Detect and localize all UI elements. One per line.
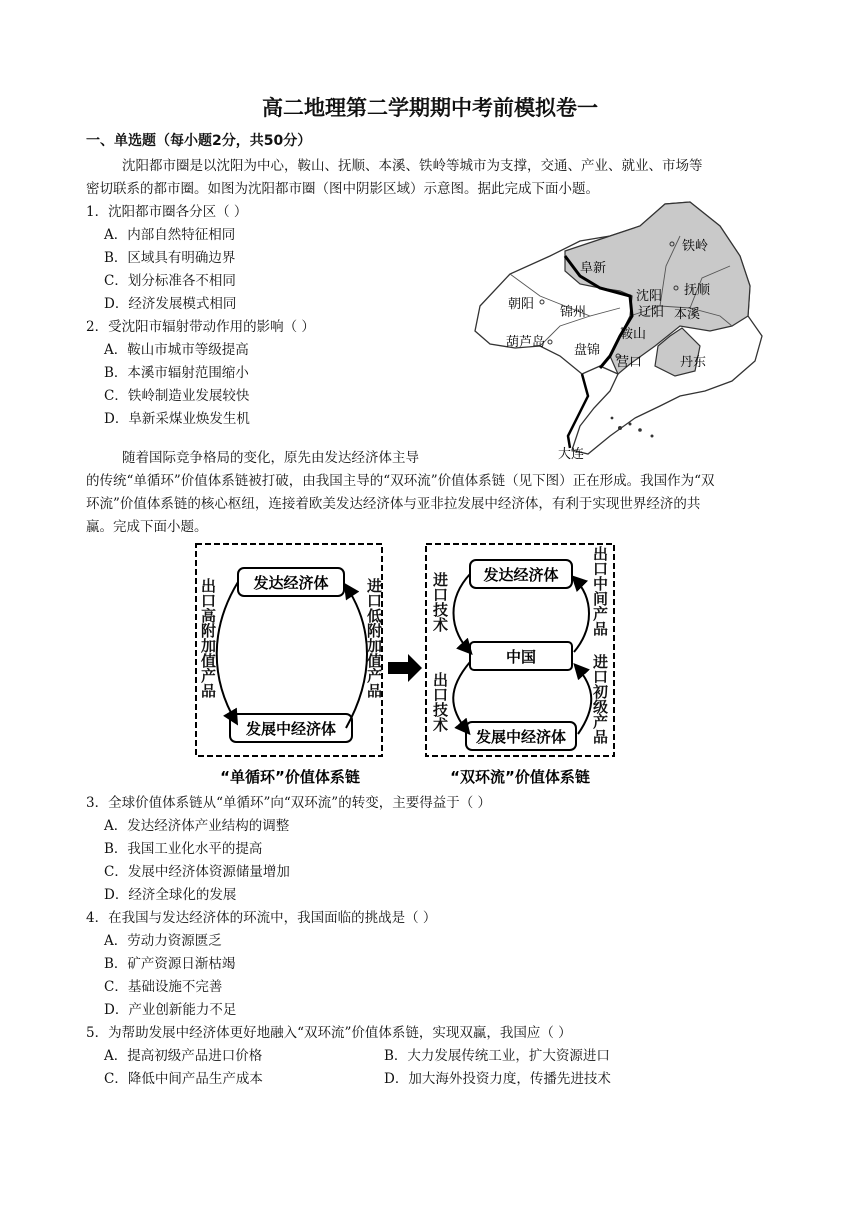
caption-single-cycle: “单循环”价值体系链 <box>220 768 360 786</box>
left-import-label: 进口低附加值产品 <box>365 578 383 698</box>
shenyang-map <box>470 196 770 466</box>
q4-option-a[interactable]: A．劳动力资源匮乏 <box>104 933 222 949</box>
q1-option-d[interactable]: D．经济发展模式相同 <box>104 296 237 312</box>
map-city-benxi: 本溪 <box>674 307 701 322</box>
map-city-shenyang: 沈阳 <box>636 289 663 304</box>
q4-option-b[interactable]: B．矿产资源日渐枯竭 <box>104 956 236 972</box>
passage2-line1: 随着国际竞争格局的变化，原先由发达经济体主导 <box>122 450 419 466</box>
map-city-dandong: 丹东 <box>680 355 707 370</box>
map-city-dalian: 大连 <box>558 447 585 462</box>
q3-option-c[interactable]: C．发展中经济体资源储量增加 <box>104 864 290 880</box>
caption-dual-cycle: “双环流”价值体系链 <box>450 768 590 786</box>
passage2-line3: 环流”价值体系链的核心枢纽，连接着欧美发达经济体与亚非拉发展中经济体，有利于实现世界经济的共 <box>86 496 701 512</box>
value-chain-diagram <box>190 538 618 788</box>
left-developed-box: 发达经济体 <box>253 574 329 592</box>
map-city-anshan: 鞍山 <box>620 327 647 342</box>
q3-stem: 3．全球价值体系链从“单循环”向“双环流”的转变，主要得益于（ ） <box>86 795 491 811</box>
map-city-huludao: 葫芦岛 <box>506 335 546 350</box>
map-city-fuxin: 阜新 <box>580 261 607 276</box>
passage2-line4: 赢。完成下面小题。 <box>86 519 208 535</box>
export-tech-label: 出口技术 <box>431 672 449 732</box>
passage1-line1: 沈阳都市圈是以沈阳为中心，鞍山、抚顺、本溪、铁岭等城市为支撑，交通、产业、就业、市场等 <box>122 158 703 174</box>
map-city-fushun: 抚顺 <box>684 283 711 298</box>
q2-option-a[interactable]: A．鞍山市城市等级提高 <box>104 342 249 358</box>
q2-option-c[interactable]: C．铁岭制造业发展较快 <box>104 388 250 404</box>
page-title: 高二地理第二学期期中考前模拟卷一 <box>262 96 598 120</box>
map-city-tieling: 铁岭 <box>682 239 709 254</box>
q4-option-c[interactable]: C．基础设施不完善 <box>104 979 223 995</box>
export-intermediate-label: 出口中间产品 <box>591 546 609 636</box>
import-primary-label: 进口初级产品 <box>591 654 609 744</box>
q5-option-a[interactable]: A．提高初级产品进口价格 <box>104 1048 263 1064</box>
q1-option-b[interactable]: B．区域具有明确边界 <box>104 250 236 266</box>
q1-option-c[interactable]: C．划分标准各不相同 <box>104 273 236 289</box>
q3-option-a[interactable]: A．发达经济体产业结构的调整 <box>104 818 290 834</box>
q1-stem: 1．沈阳都市圈各分区（ ） <box>86 204 248 220</box>
section-heading: 一、单选题（每小题2分，共50分） <box>86 133 312 149</box>
import-tech-label: 进口技术 <box>431 572 449 632</box>
q5-option-b[interactable]: B．大力发展传统工业，扩大资源进口 <box>384 1048 610 1064</box>
q2-option-d[interactable]: D．阜新采煤业焕发生机 <box>104 411 250 427</box>
q4-stem: 4．在我国与发达经济体的环流中，我国面临的挑战是（ ） <box>86 910 437 926</box>
q3-option-d[interactable]: D．经济全球化的发展 <box>104 887 237 903</box>
map-city-liaoyang: 辽阳 <box>638 305 665 320</box>
q5-option-c[interactable]: C．降低中间产品生产成本 <box>104 1071 263 1087</box>
map-city-yingkou: 营口 <box>616 355 643 370</box>
left-export-label: 出口高附加值产品 <box>199 578 217 698</box>
q4-option-d[interactable]: D．产业创新能力不足 <box>104 1002 237 1018</box>
map-city-panjin: 盘锦 <box>574 343 601 358</box>
q5-option-d[interactable]: D．加大海外投资力度，传播先进技术 <box>384 1071 611 1087</box>
china-box: 中国 <box>505 648 537 666</box>
right-developing-box: 发展中经济体 <box>475 728 567 746</box>
q5-stem: 5．为帮助发展中经济体更好地融入“双环流”价值体系链，实现双赢，我国应（ ） <box>86 1025 572 1041</box>
q1-option-a[interactable]: A．内部自然特征相同 <box>104 227 236 243</box>
transition-arrow-icon <box>388 654 422 682</box>
q2-stem: 2．受沈阳市辐射带动作用的影响（ ） <box>86 319 315 335</box>
map-city-jinzhou: 锦州 <box>560 305 587 320</box>
map-city-chaoyang: 朝阳 <box>508 297 535 312</box>
passage2-line2: 的传统“单循环”价值体系链被打破，由我国主导的“双环流”价值体系链（见下图）正在形成。我国作为“双 <box>86 473 715 489</box>
right-developed-box: 发达经济体 <box>483 566 559 584</box>
passage1-line2: 密切联系的都市圈。如图为沈阳都市圈（图中阴影区域）示意图。据此完成下面小题。 <box>86 181 599 197</box>
q2-option-b[interactable]: B．本溪市辐射范围缩小 <box>104 365 249 381</box>
left-developing-box: 发展中经济体 <box>245 720 337 738</box>
q3-option-b[interactable]: B．我国工业化水平的提高 <box>104 841 263 857</box>
